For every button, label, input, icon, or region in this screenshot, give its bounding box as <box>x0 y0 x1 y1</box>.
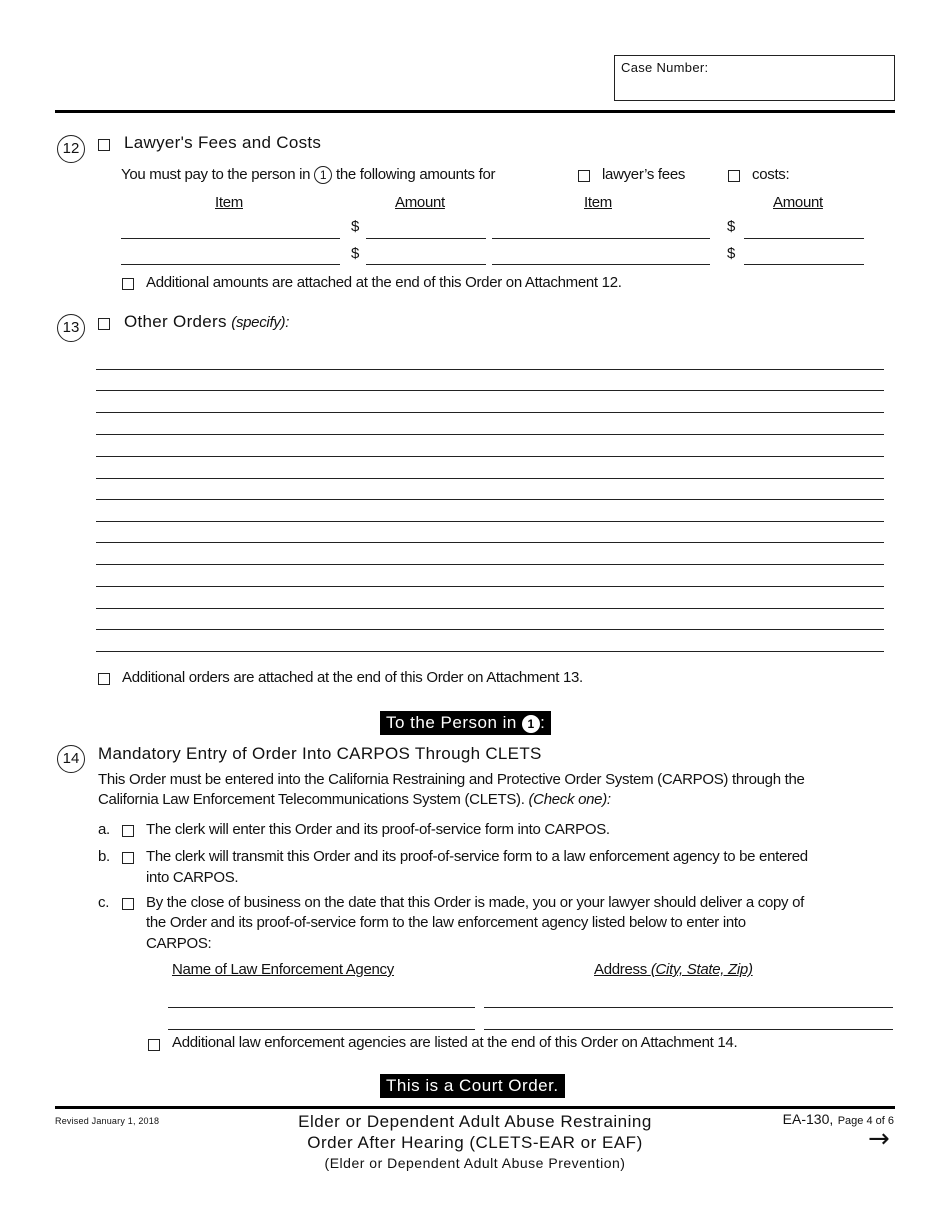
agency-address-field-2[interactable] <box>484 1029 893 1030</box>
dollar-sign: $ <box>351 245 360 262</box>
col-address-text: Address <box>594 961 647 978</box>
option-b-text-line1: The clerk will transmit this Order and its proof-of-service form to a law enforcement agency to be entered <box>146 848 808 865</box>
fee-item-field-2[interactable] <box>492 238 710 239</box>
agency-name-field-2[interactable] <box>168 1029 475 1030</box>
option-c-text-line1: By the close of business on the date that this Order is made, you or your lawyer should deliver a copy of <box>146 894 805 911</box>
footer-title-line2: Order After Hearing (CLETS-EAR or EAF) <box>307 1133 643 1152</box>
item13-specify: (specify): <box>231 314 290 331</box>
item12-title: Lawyer's Fees and Costs <box>124 133 322 152</box>
attachment14-text: Additional law enforcement agencies are listed at the end of this Order on Attachment 14. <box>172 1034 738 1051</box>
item14-title: Mandatory Entry of Order Into CARPOS Through CLETS <box>98 744 542 763</box>
item13-checkbox[interactable] <box>98 318 110 330</box>
case-number-label: Case Number: <box>621 60 709 75</box>
option-letter: c. <box>98 894 110 911</box>
fee-item-field-4[interactable] <box>492 264 710 265</box>
option-letter: b. <box>98 848 110 865</box>
dollar-sign: $ <box>727 218 736 235</box>
other-orders-line[interactable] <box>96 478 884 479</box>
footer-rule <box>55 1106 895 1109</box>
item13-title <box>124 312 289 332</box>
col-address-note: (City, State, Zip) <box>650 961 753 978</box>
footer-title-line3: (Elder or Dependent Adult Abuse Prevention) <box>324 1155 626 1171</box>
col-item-1: Item <box>215 194 243 211</box>
other-orders-line[interactable] <box>96 412 884 413</box>
item13-title-text: Other Orders <box>124 312 227 331</box>
dollar-sign: $ <box>727 245 736 262</box>
option-b-checkbox[interactable] <box>122 852 134 864</box>
other-orders-line[interactable] <box>96 521 884 522</box>
lawyers-fees-checkbox[interactable] <box>578 170 590 182</box>
fee-amount-field-1[interactable] <box>366 238 486 239</box>
option-a-text: The clerk will enter this Order and its proof-of-service form into CARPOS. <box>146 821 610 838</box>
form-id: EA-130, <box>782 1111 834 1127</box>
agency-address-field-1[interactable] <box>484 1007 893 1008</box>
ref-circle-1: 1 <box>314 166 332 184</box>
other-orders-line[interactable] <box>96 542 884 543</box>
item-number-12: 12 <box>57 135 85 163</box>
page-number: Page 4 of 6 <box>837 1115 894 1127</box>
attachment13-text: Additional orders are attached at the end of this Order on Attachment 13. <box>122 669 583 686</box>
ref-circle-1-inverted: 1 <box>522 715 540 733</box>
pay-text-post: the following amounts for <box>335 166 496 183</box>
fee-amount-field-4[interactable] <box>744 264 864 265</box>
option-letter: a. <box>98 821 110 838</box>
col-amount-2: Amount <box>773 194 823 211</box>
other-orders-line[interactable] <box>96 651 884 652</box>
fee-amount-field-2[interactable] <box>744 238 864 239</box>
revised-date: Revised January 1, 2018 <box>55 1116 160 1126</box>
lawyers-fees-label: lawyer’s fees <box>602 166 686 183</box>
attachment12-text: Additional amounts are attached at the end of this Order on Attachment 12. <box>146 274 622 291</box>
option-a-checkbox[interactable] <box>122 825 134 837</box>
col-amount-1: Amount <box>395 194 445 211</box>
next-page-arrow-icon[interactable]: → <box>868 1124 890 1154</box>
option-c-text-line2: the Order and its proof-of-service form to the law enforcement agency listed below to enter into <box>146 914 746 931</box>
col-address <box>594 961 753 978</box>
pay-text-pre: You must pay to the person in <box>121 166 311 183</box>
to-person-text: To the Person in <box>386 713 517 732</box>
intro-line2-text: California Law Enforcement Telecommunications System (CLETS). <box>98 791 525 808</box>
fee-amount-field-3[interactable] <box>366 264 486 265</box>
other-orders-line[interactable] <box>96 499 884 500</box>
to-person-banner <box>380 711 551 735</box>
agency-name-field-1[interactable] <box>168 1007 475 1008</box>
other-orders-line[interactable] <box>96 608 884 609</box>
footer-title-line1: Elder or Dependent Adult Abuse Restraining <box>298 1112 652 1131</box>
item12-pay-text <box>121 166 495 184</box>
option-b-text-line2: into CARPOS. <box>146 869 239 886</box>
case-number-box[interactable] <box>614 55 895 101</box>
costs-label: costs: <box>752 166 790 183</box>
footer-title <box>250 1111 700 1173</box>
fee-item-field-3[interactable] <box>121 264 340 265</box>
fee-item-field-1[interactable] <box>121 238 340 239</box>
attachment12-checkbox[interactable] <box>122 278 134 290</box>
dollar-sign: $ <box>351 218 360 235</box>
item-number-14: 14 <box>57 745 85 773</box>
item12-checkbox[interactable] <box>98 139 110 151</box>
other-orders-line[interactable] <box>96 564 884 565</box>
option-c-checkbox[interactable] <box>122 898 134 910</box>
attachment13-checkbox[interactable] <box>98 673 110 685</box>
other-orders-line[interactable] <box>96 390 884 391</box>
other-orders-line[interactable] <box>96 434 884 435</box>
attachment14-checkbox[interactable] <box>148 1039 160 1051</box>
header-rule <box>55 110 895 113</box>
item14-intro-line1: This Order must be entered into the California Restraining and Protective Order System (CARPOS) through the <box>98 771 805 788</box>
other-orders-line[interactable] <box>96 369 884 370</box>
costs-checkbox[interactable] <box>728 170 740 182</box>
col-item-2: Item <box>584 194 612 211</box>
court-order-banner: This is a Court Order. <box>380 1074 565 1098</box>
option-c-text-line3: CARPOS: <box>146 935 212 952</box>
item-number-13: 13 <box>57 314 85 342</box>
other-orders-line[interactable] <box>96 456 884 457</box>
col-agency-name: Name of Law Enforcement Agency <box>172 961 394 978</box>
check-one-note: (Check one): <box>528 791 611 808</box>
banner-colon: : <box>540 713 546 732</box>
other-orders-line[interactable] <box>96 629 884 630</box>
item14-intro-line2 <box>98 791 611 808</box>
other-orders-line[interactable] <box>96 586 884 587</box>
